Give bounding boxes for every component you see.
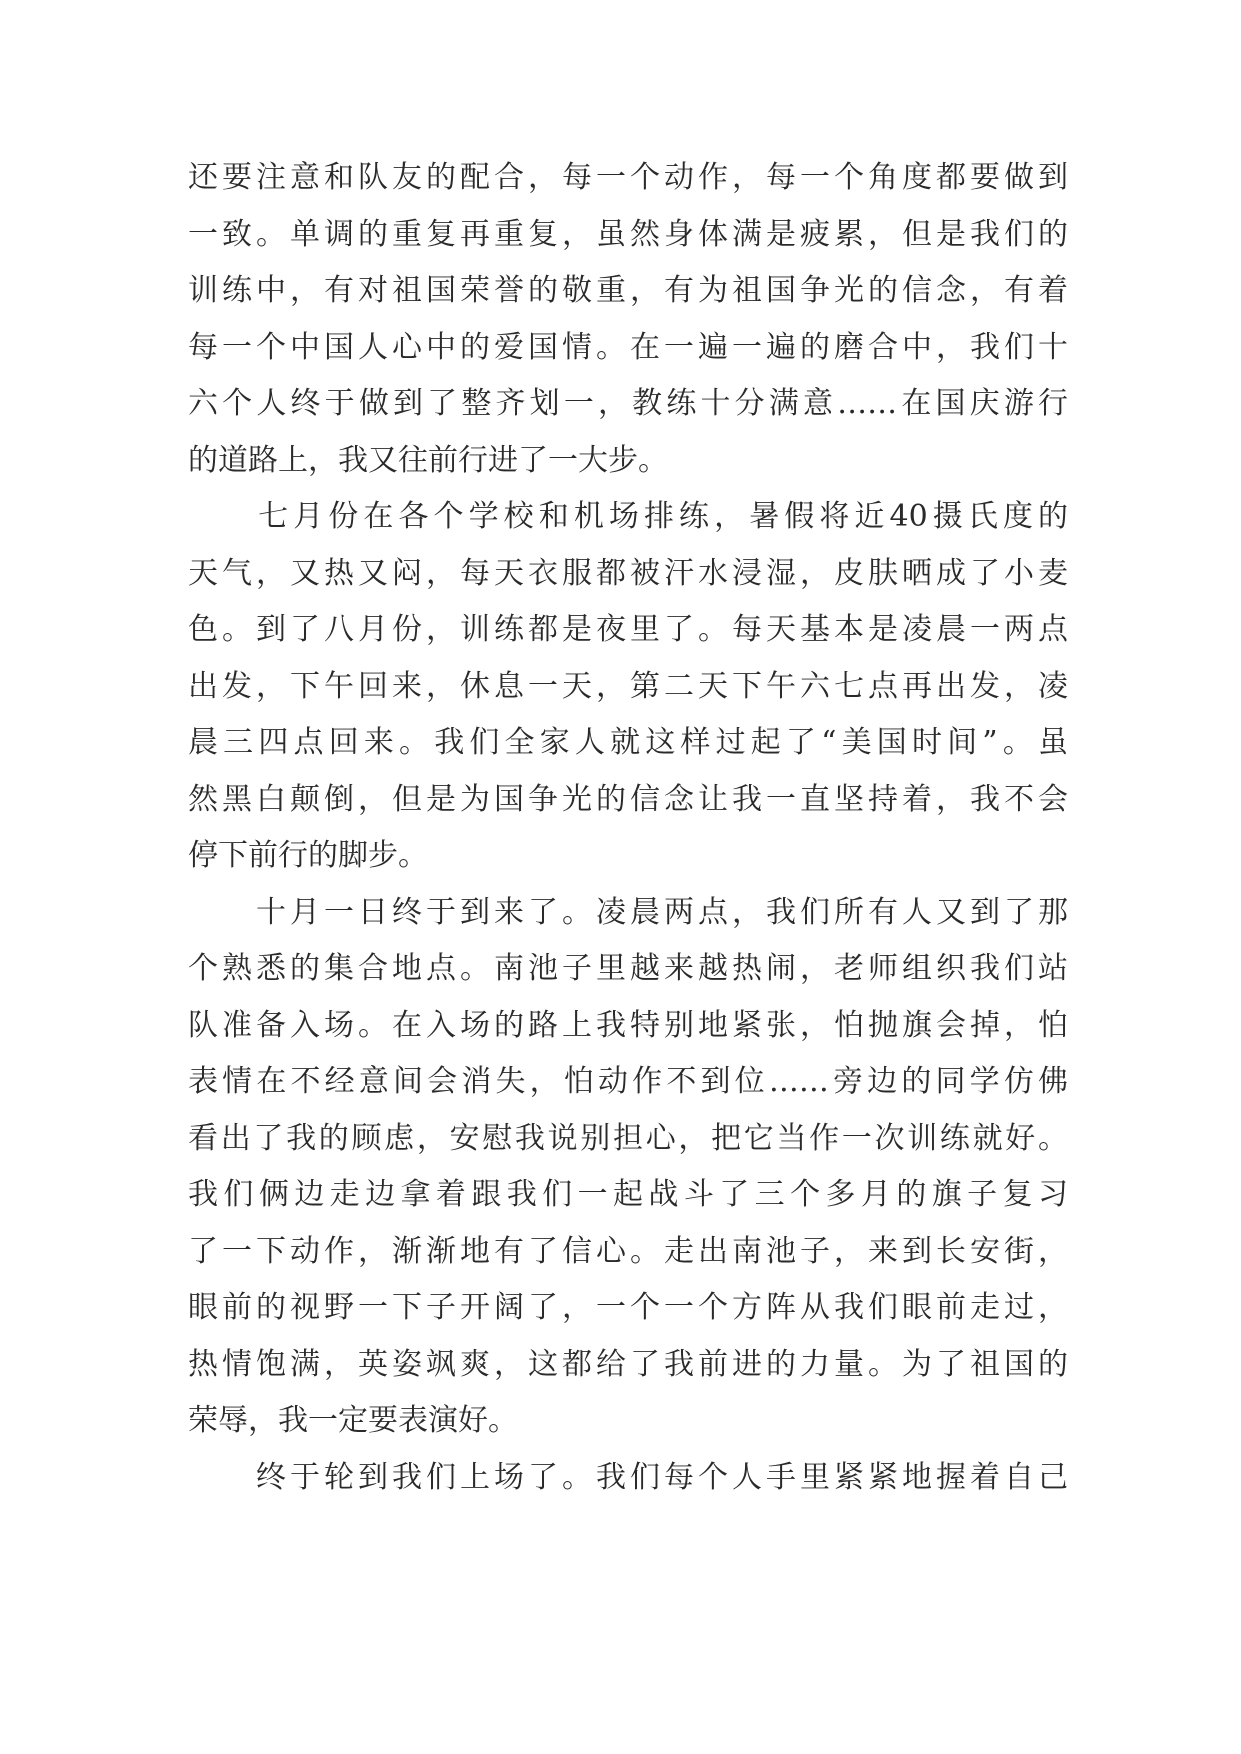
text-line: 出发，下午回来，休息一天，第二天下午六七点再出发，凌 [188,668,1068,704]
document-body [188,150,1068,1506]
paragraph [188,489,1068,885]
text-line: 终于轮到我们上场了。我们每个人手里紧紧地握着自己 [188,1459,1068,1495]
text-line: 训练中，有对祖国荣誉的敬重，有为祖国争光的信念，有着 [188,273,1068,308]
text-line: 每一个中国人心中的爱国情。在一遍一遍的磨合中，我们十 [188,329,1068,365]
text-line: 色。到了八月份，训练都是夜里了。每天基本是凌晨一两点 [188,612,1068,647]
paragraph [188,150,1068,489]
text-line: 荣辱，我一定要表演好。 [188,1403,518,1438]
text-line: 的道路上，我又往前行进了一大步。 [188,442,668,478]
text-line: 了一下动作，渐渐地有了信心。走出南池子，来到长安街， [188,1233,1068,1269]
text-line: 然黑白颠倒，但是为国争光的信念让我一直坚持着，我不会 [188,781,1068,817]
text-line: 热情饱满，英姿飒爽，这都给了我前进的力量。为了祖国的 [188,1346,1068,1382]
text-line: 眼前的视野一下子开阔了，一个一个方阵从我们眼前走过， [188,1290,1068,1325]
text-line: 晨三四点回来。我们全家人就这样过起了“美国时间”。虽 [188,725,1068,760]
paragraph [188,1450,1068,1507]
paragraph [188,885,1068,1450]
text-line: 表情在不经意间会消失，怕动作不到位……旁边的同学仿佛 [188,1064,1068,1099]
text-line: 还要注意和队友的配合，每一个动作，每一个角度都要做到 [188,160,1068,195]
text-line: 个熟悉的集合地点。南池子里越来越热闹，老师组织我们站 [188,951,1068,986]
text-line: 六个人终于做到了整齐划一，教练十分满意……在国庆游行 [188,386,1068,421]
text-line: 停下前行的脚步。 [188,838,428,873]
text-line: 一致。单调的重复再重复，虽然身体满是疲累，但是我们的 [188,216,1068,252]
text-line: 看出了我的顾虑，安慰我说别担心，把它当作一次训练就好。 [188,1120,1068,1156]
text-line: 队准备入场。在入场的路上我特别地紧张，怕抛旗会掉，怕 [188,1007,1068,1043]
text-line: 天气，又热又闷，每天衣服都被汗水浸湿，皮肤晒成了小麦 [188,555,1068,591]
text-line: 我们俩边走边拿着跟我们一起战斗了三个多月的旗子复习 [188,1177,1068,1212]
text-line: 七月份在各个学校和机场排练，暑假将近40摄氏度的 [188,499,1068,534]
text-line: 十月一日终于到来了。凌晨两点，我们所有人又到了那 [188,894,1068,930]
